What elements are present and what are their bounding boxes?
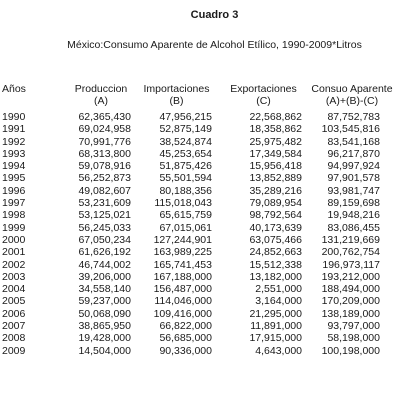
production-cell: 68,313,800 (78, 147, 131, 160)
imports-cell: 55,501,594 (159, 172, 212, 185)
consumption-cell: 96,217,870 (327, 147, 380, 160)
exports-cell: 98,792,564 (249, 209, 302, 222)
exports-cell: 13,852,889 (249, 172, 302, 185)
table-row (0, 222, 411, 234)
year-cell: 1994 (2, 160, 26, 173)
table-row (0, 308, 411, 320)
production-cell: 53,125,021 (78, 209, 131, 222)
exports-cell: 63,075,466 (249, 233, 302, 246)
year-cell: 2008 (2, 332, 26, 345)
consumption-cell: 170,209,000 (321, 295, 380, 308)
table-row (0, 123, 411, 135)
production-cell: 14,504,000 (78, 344, 131, 357)
year-cell: 2002 (2, 258, 26, 271)
exports-cell: 17,915,000 (249, 332, 302, 345)
consumption-cell: 188,494,000 (321, 283, 380, 296)
table-row (0, 246, 411, 258)
production-cell: 39,206,000 (78, 270, 131, 283)
production-cell: 19,428,000 (78, 332, 131, 345)
year-cell: 1992 (2, 135, 26, 148)
exports-cell: 2,551,000 (255, 283, 302, 296)
imports-cell: 80,188,356 (159, 184, 212, 197)
consumption-cell: 89,159,698 (327, 197, 380, 210)
year-cell: 1999 (2, 221, 26, 234)
year-cell: 2009 (2, 344, 26, 357)
year-cell: 1997 (2, 197, 26, 210)
consumption-cell: 58,198,000 (327, 332, 380, 345)
exports-cell: 35,289,216 (249, 184, 302, 197)
exports-cell: 15,956,418 (249, 160, 302, 173)
table-row (0, 295, 411, 307)
exports-cell: 79,089,954 (249, 197, 302, 210)
year-cell: 2006 (2, 307, 26, 320)
exports-cell: 17,349,584 (249, 147, 302, 160)
production-cell: 62,365,430 (78, 111, 131, 123)
table-body (0, 111, 411, 357)
exports-cell: 40,173,639 (249, 221, 302, 234)
table-row (0, 185, 411, 197)
table-row (0, 332, 411, 344)
imports-cell: 52,875,149 (159, 123, 212, 136)
consumption-cell: 87,752,783 (327, 111, 380, 123)
year-cell: 1993 (2, 147, 26, 160)
table-row (0, 283, 411, 295)
imports-cell: 165,741,453 (153, 258, 212, 271)
header-production: Produccion (A) (74, 83, 128, 108)
consumption-cell: 138,189,000 (321, 307, 380, 320)
imports-cell: 156,487,000 (153, 283, 212, 296)
year-cell: 1995 (2, 172, 26, 185)
consumption-cell: 103,545,816 (321, 123, 380, 136)
imports-cell: 66,822,000 (159, 320, 212, 333)
imports-cell: 65,615,759 (159, 209, 212, 222)
exports-cell: 11,891,000 (250, 320, 302, 333)
exports-cell: 22,568,862 (249, 111, 302, 123)
consumption-cell: 19,948,216 (327, 209, 380, 222)
exports-cell: 13,182,000 (249, 270, 302, 283)
production-cell: 46,744,002 (78, 258, 131, 271)
imports-cell: 114,046,000 (154, 295, 212, 308)
year-cell: 1998 (2, 209, 26, 222)
production-cell: 50,068,090 (78, 307, 131, 320)
consumption-cell: 93,797,000 (327, 320, 380, 333)
table-row (0, 259, 411, 271)
production-cell: 70,991,776 (78, 135, 131, 148)
imports-cell: 127,244,901 (153, 233, 212, 246)
production-cell: 53,231,609 (78, 197, 131, 210)
exports-cell: 21,295,000 (249, 307, 302, 320)
production-cell: 69,024,958 (78, 123, 131, 136)
year-cell: 2000 (2, 233, 26, 246)
imports-cell: 38,524,874 (159, 135, 212, 148)
year-cell: 1996 (2, 184, 26, 197)
consumption-cell: 94,997,924 (327, 160, 380, 173)
year-cell: 2007 (2, 320, 26, 333)
year-cell: 2003 (2, 270, 26, 283)
year-cell: 1990 (2, 111, 26, 123)
table-row (0, 136, 411, 148)
table-subtitle: México:Consumo Aparente de Alcohol Etílico, 1990-2009*Litros (67, 39, 362, 51)
imports-cell: 67,015,061 (159, 221, 212, 234)
imports-cell: 167,188,000 (153, 270, 212, 283)
exports-cell: 15,512,338 (249, 258, 302, 271)
consumption-cell: 196,973,117 (322, 258, 380, 271)
year-cell: 2005 (2, 295, 26, 308)
production-cell: 34,558,140 (78, 283, 131, 296)
table-row (0, 271, 411, 283)
production-cell: 59,237,000 (78, 295, 131, 308)
imports-cell: 163,989,225 (153, 246, 212, 259)
table-row (0, 160, 411, 172)
consumption-cell: 83,541,168 (327, 135, 380, 148)
header-years: Años (2, 83, 26, 95)
consumption-cell: 97,901,578 (327, 172, 380, 185)
table-row (0, 148, 411, 160)
exports-cell: 18,358,862 (249, 123, 302, 136)
production-cell: 59,078,916 (78, 160, 131, 173)
production-cell: 38,865,950 (78, 320, 131, 333)
table-row (0, 197, 411, 209)
exports-cell: 3,164,000 (255, 295, 302, 308)
production-cell: 56,252,873 (78, 172, 131, 185)
exports-cell: 24,852,663 (249, 246, 302, 259)
imports-cell: 45,253,654 (159, 147, 212, 160)
table-row (0, 209, 411, 221)
exports-cell: 25,975,482 (249, 135, 302, 148)
header-exports: Exportaciones (C) (230, 83, 297, 108)
header-imports: Importaciones (B) (143, 83, 210, 108)
production-cell: 61,626,192 (78, 246, 131, 259)
imports-cell: 115,018,043 (154, 197, 212, 210)
table-row (0, 320, 411, 332)
imports-cell: 51,875,426 (159, 160, 212, 173)
imports-cell: 109,416,000 (153, 307, 212, 320)
imports-cell: 90,336,000 (159, 344, 212, 357)
year-cell: 2001 (2, 246, 26, 259)
consumption-cell: 93,981,747 (327, 184, 380, 197)
table-row (0, 111, 411, 123)
year-cell: 2004 (2, 283, 26, 296)
table-row (0, 172, 411, 184)
consumption-cell: 193,212,000 (321, 270, 380, 283)
consumption-cell: 200,762,754 (321, 246, 380, 259)
table-row (0, 234, 411, 246)
year-cell: 1991 (2, 123, 26, 136)
table-title: Cuadro 3 (190, 9, 239, 21)
imports-cell: 56,685,000 (159, 332, 212, 345)
table-row (0, 345, 411, 357)
consumption-cell: 83,086,455 (327, 221, 380, 234)
consumption-cell: 131,219,669 (321, 233, 380, 246)
header-apparent-consumption: Consuo Aparente (A)+(B)-(C) (311, 83, 393, 108)
production-cell: 67,050,234 (78, 233, 131, 246)
production-cell: 56,245,033 (78, 221, 131, 234)
exports-cell: 4,643,000 (255, 344, 302, 357)
production-cell: 49,082,607 (78, 184, 131, 197)
imports-cell: 47,956,215 (159, 111, 212, 123)
consumption-cell: 100,198,000 (321, 344, 380, 357)
